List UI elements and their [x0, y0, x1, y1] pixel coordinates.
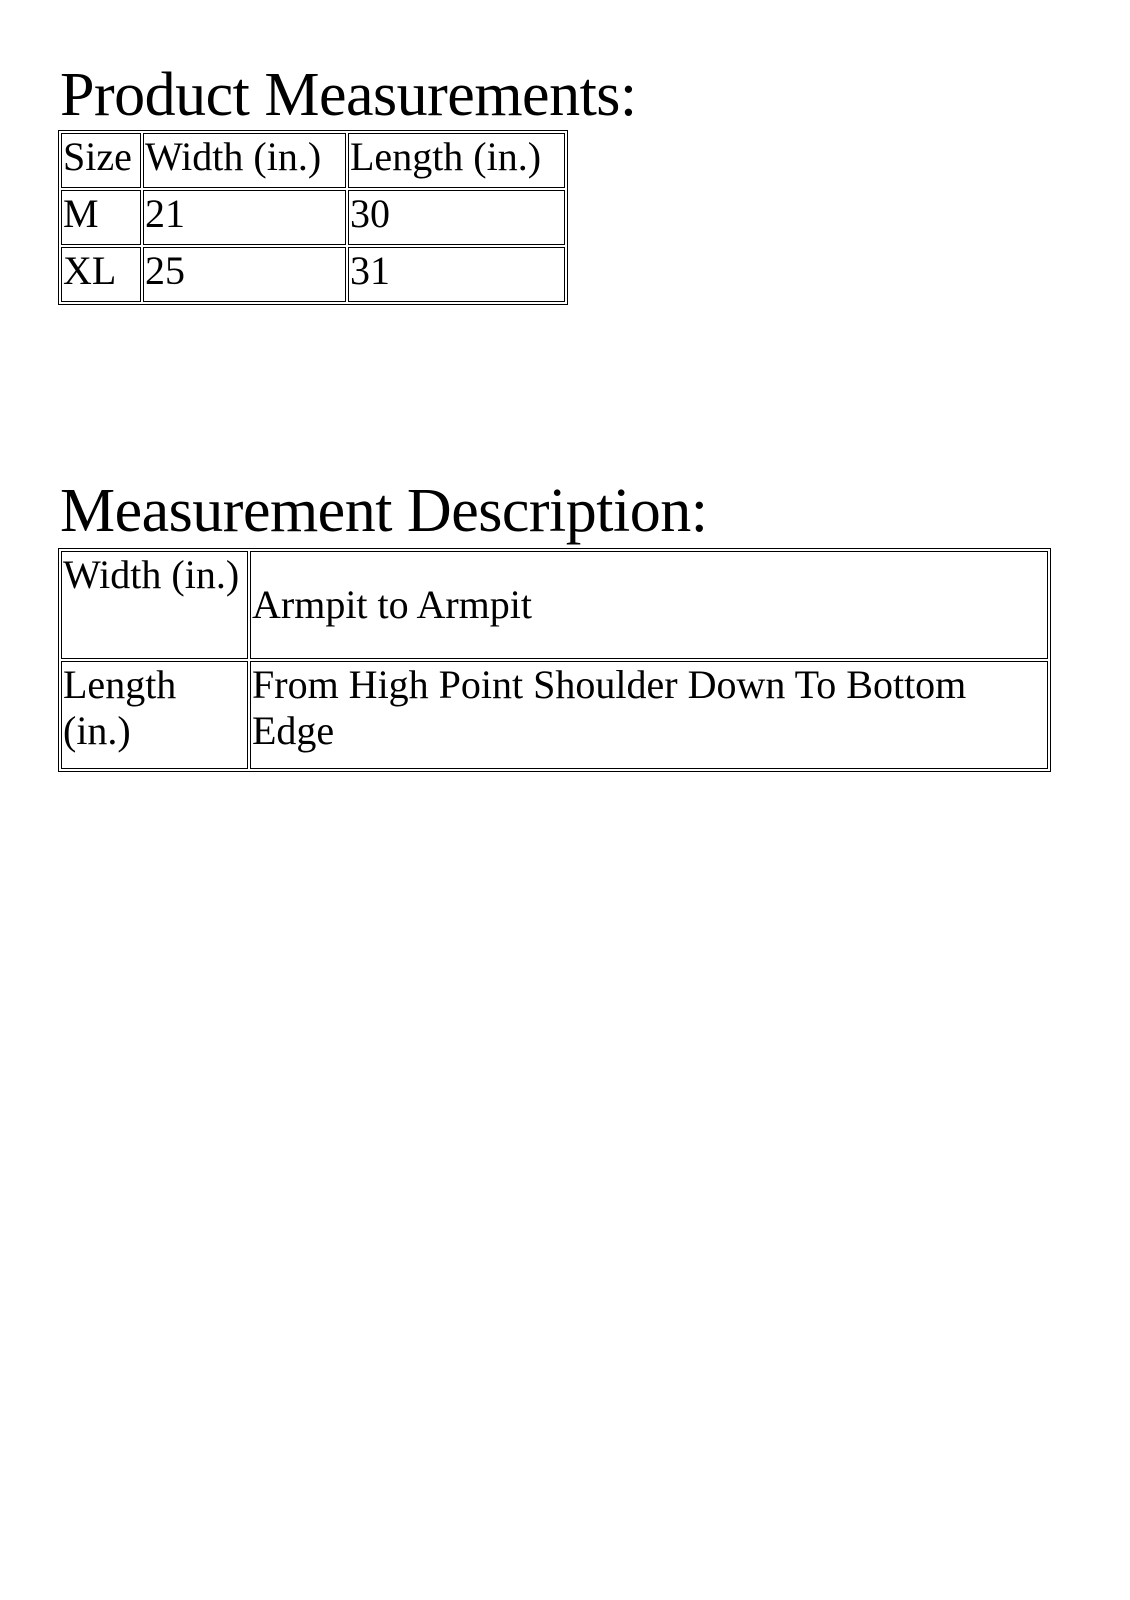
measurement-name-cell: Width (in.)	[61, 551, 248, 659]
width-cell: 25	[143, 247, 346, 302]
table-row	[61, 661, 1048, 769]
measurement-description-heading: Measurement Description:	[60, 477, 708, 545]
product-measurements-table	[58, 130, 568, 305]
column-header-width: Width (in.)	[143, 133, 346, 188]
table-row	[61, 551, 1048, 659]
width-cell: 21	[143, 190, 346, 245]
table-row	[61, 190, 565, 245]
table-header-row	[61, 133, 565, 188]
column-header-size: Size	[61, 133, 141, 188]
size-cell: M	[61, 190, 141, 245]
product-measurements-heading: Product Measurements:	[60, 61, 637, 129]
measurement-description-cell: From High Point Shoulder Down To Bottom Edge	[250, 661, 1048, 769]
length-cell: 31	[348, 247, 565, 302]
length-cell: 30	[348, 190, 565, 245]
column-header-length: Length (in.)	[348, 133, 565, 188]
table-row	[61, 247, 565, 302]
measurement-description-table	[58, 548, 1051, 772]
measurement-description-cell: Armpit to Armpit	[250, 551, 1048, 659]
measurement-name-cell: Length (in.)	[61, 661, 248, 769]
size-cell: XL	[61, 247, 141, 302]
